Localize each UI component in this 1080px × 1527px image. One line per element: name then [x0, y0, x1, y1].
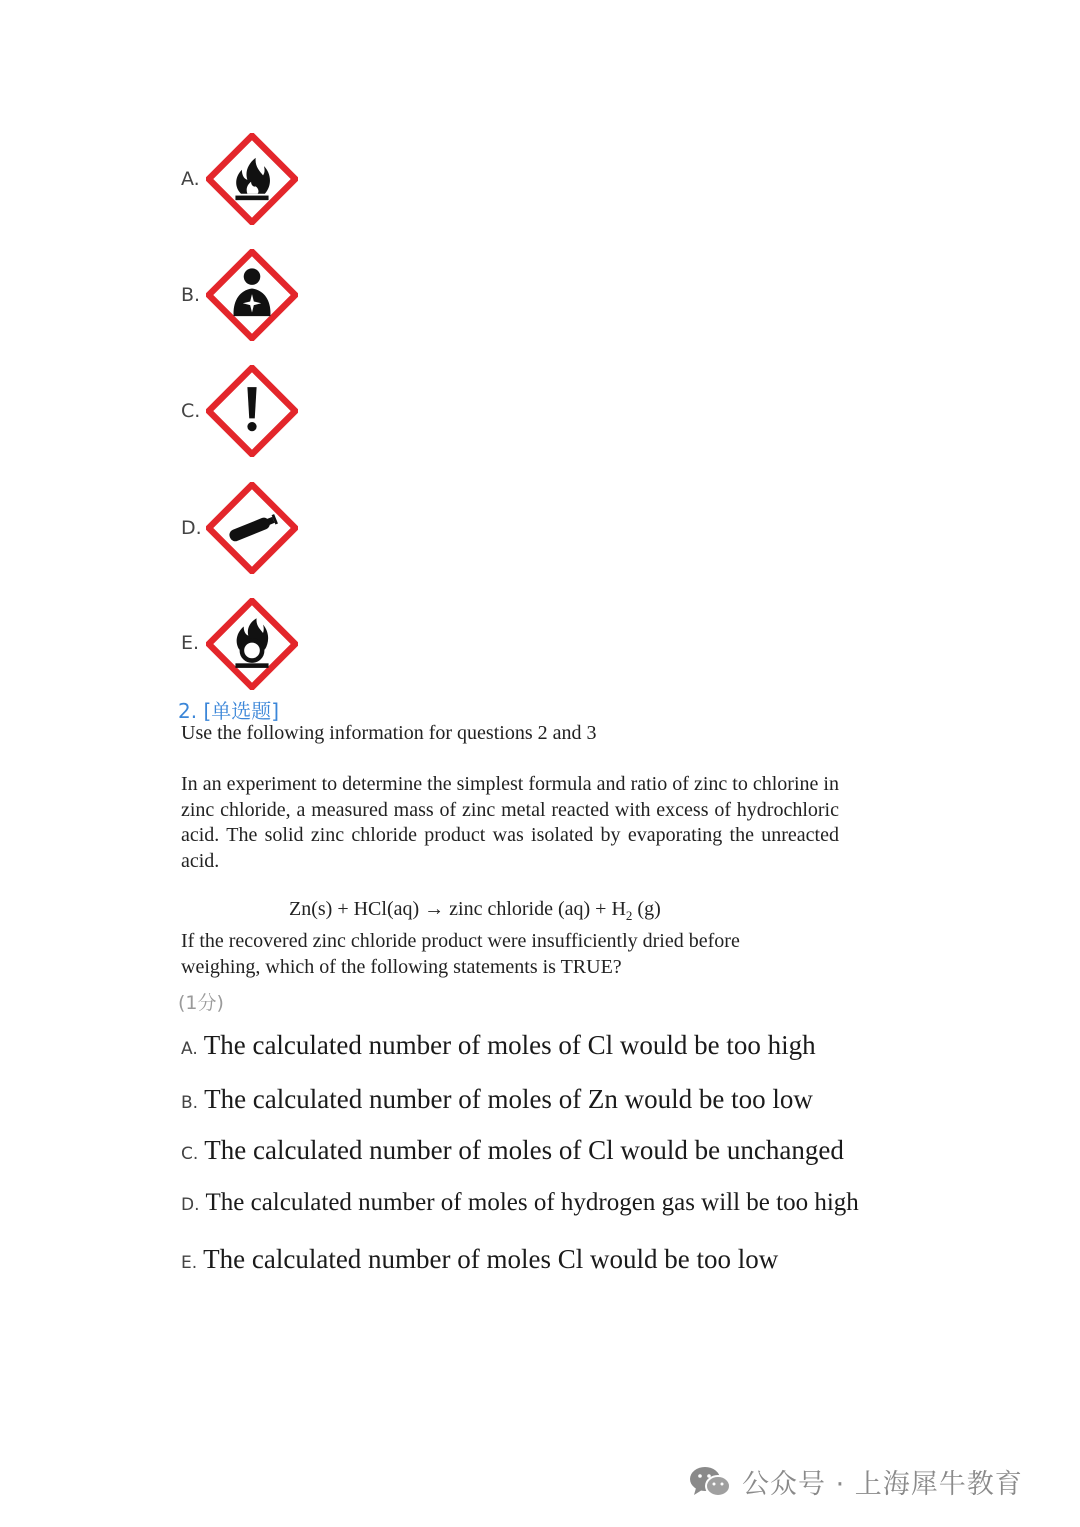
answer-text: The calculated number of moles of Cl would be too high: [203, 1030, 816, 1060]
answer-letter: B.: [181, 1093, 199, 1113]
answer-option-b[interactable]: [181, 1084, 813, 1115]
option-c-letter[interactable]: C.: [181, 400, 201, 422]
answer-option-c[interactable]: [181, 1135, 844, 1166]
question-text: If the recovered zinc chloride product were insufficiently dried before weighing, which of the following statements is TRUE?: [181, 930, 740, 978]
chemical-equation: [289, 898, 661, 924]
answer-option-a[interactable]: [181, 1030, 816, 1061]
question-points: (1分): [178, 992, 224, 1014]
footer-text: 公众号 · 上海犀牛教育: [742, 1469, 1023, 1500]
flame-icon[interactable]: [206, 133, 298, 225]
question-number-label: 2. [单选题]: [178, 699, 280, 723]
answer-letter: C.: [181, 1144, 199, 1164]
footer-watermark: [688, 1462, 1023, 1501]
equation-end: (g): [632, 898, 661, 920]
answer-text: The calculated number of moles of Cl would be unchanged: [204, 1135, 844, 1165]
option-e-letter[interactable]: E.: [181, 632, 200, 654]
question-paragraph: In an experiment to determine the simplest formula and ratio of zinc to chlorine in zinc chloride, a measured mass of zinc metal reacted with excess of hydrochloric acid. The solid zinc chloride product was isolated by evaporating the unreacted acid.: [181, 773, 839, 872]
wechat-icon: [688, 1464, 732, 1500]
option-d-letter[interactable]: D.: [181, 517, 202, 539]
answer-letter: E.: [181, 1253, 198, 1273]
answer-text: The calculated number of moles of hydrogen gas will be too high: [205, 1189, 859, 1216]
option-b-letter[interactable]: B.: [181, 284, 201, 306]
answer-text: The calculated number of moles of Zn would be too low: [204, 1084, 813, 1114]
flame-over-circle-icon[interactable]: [206, 598, 298, 690]
exclamation-icon[interactable]: [206, 365, 298, 457]
option-a-letter[interactable]: A.: [181, 168, 200, 190]
answer-option-e[interactable]: [181, 1244, 778, 1275]
answer-text: The calculated number of moles Cl would be too low: [203, 1244, 779, 1274]
health-hazard-icon[interactable]: [206, 249, 298, 341]
equation-subscript: 2: [625, 908, 633, 923]
answer-letter: A.: [181, 1039, 198, 1059]
equation-main: Zn(s) + HCl(aq) → zinc chloride (aq) + H: [289, 898, 626, 920]
answer-letter: D.: [181, 1195, 200, 1215]
answer-option-d[interactable]: [181, 1189, 859, 1217]
gas-cylinder-icon[interactable]: [206, 482, 298, 574]
question-intro: Use the following information for questions 2 and 3: [181, 722, 597, 744]
